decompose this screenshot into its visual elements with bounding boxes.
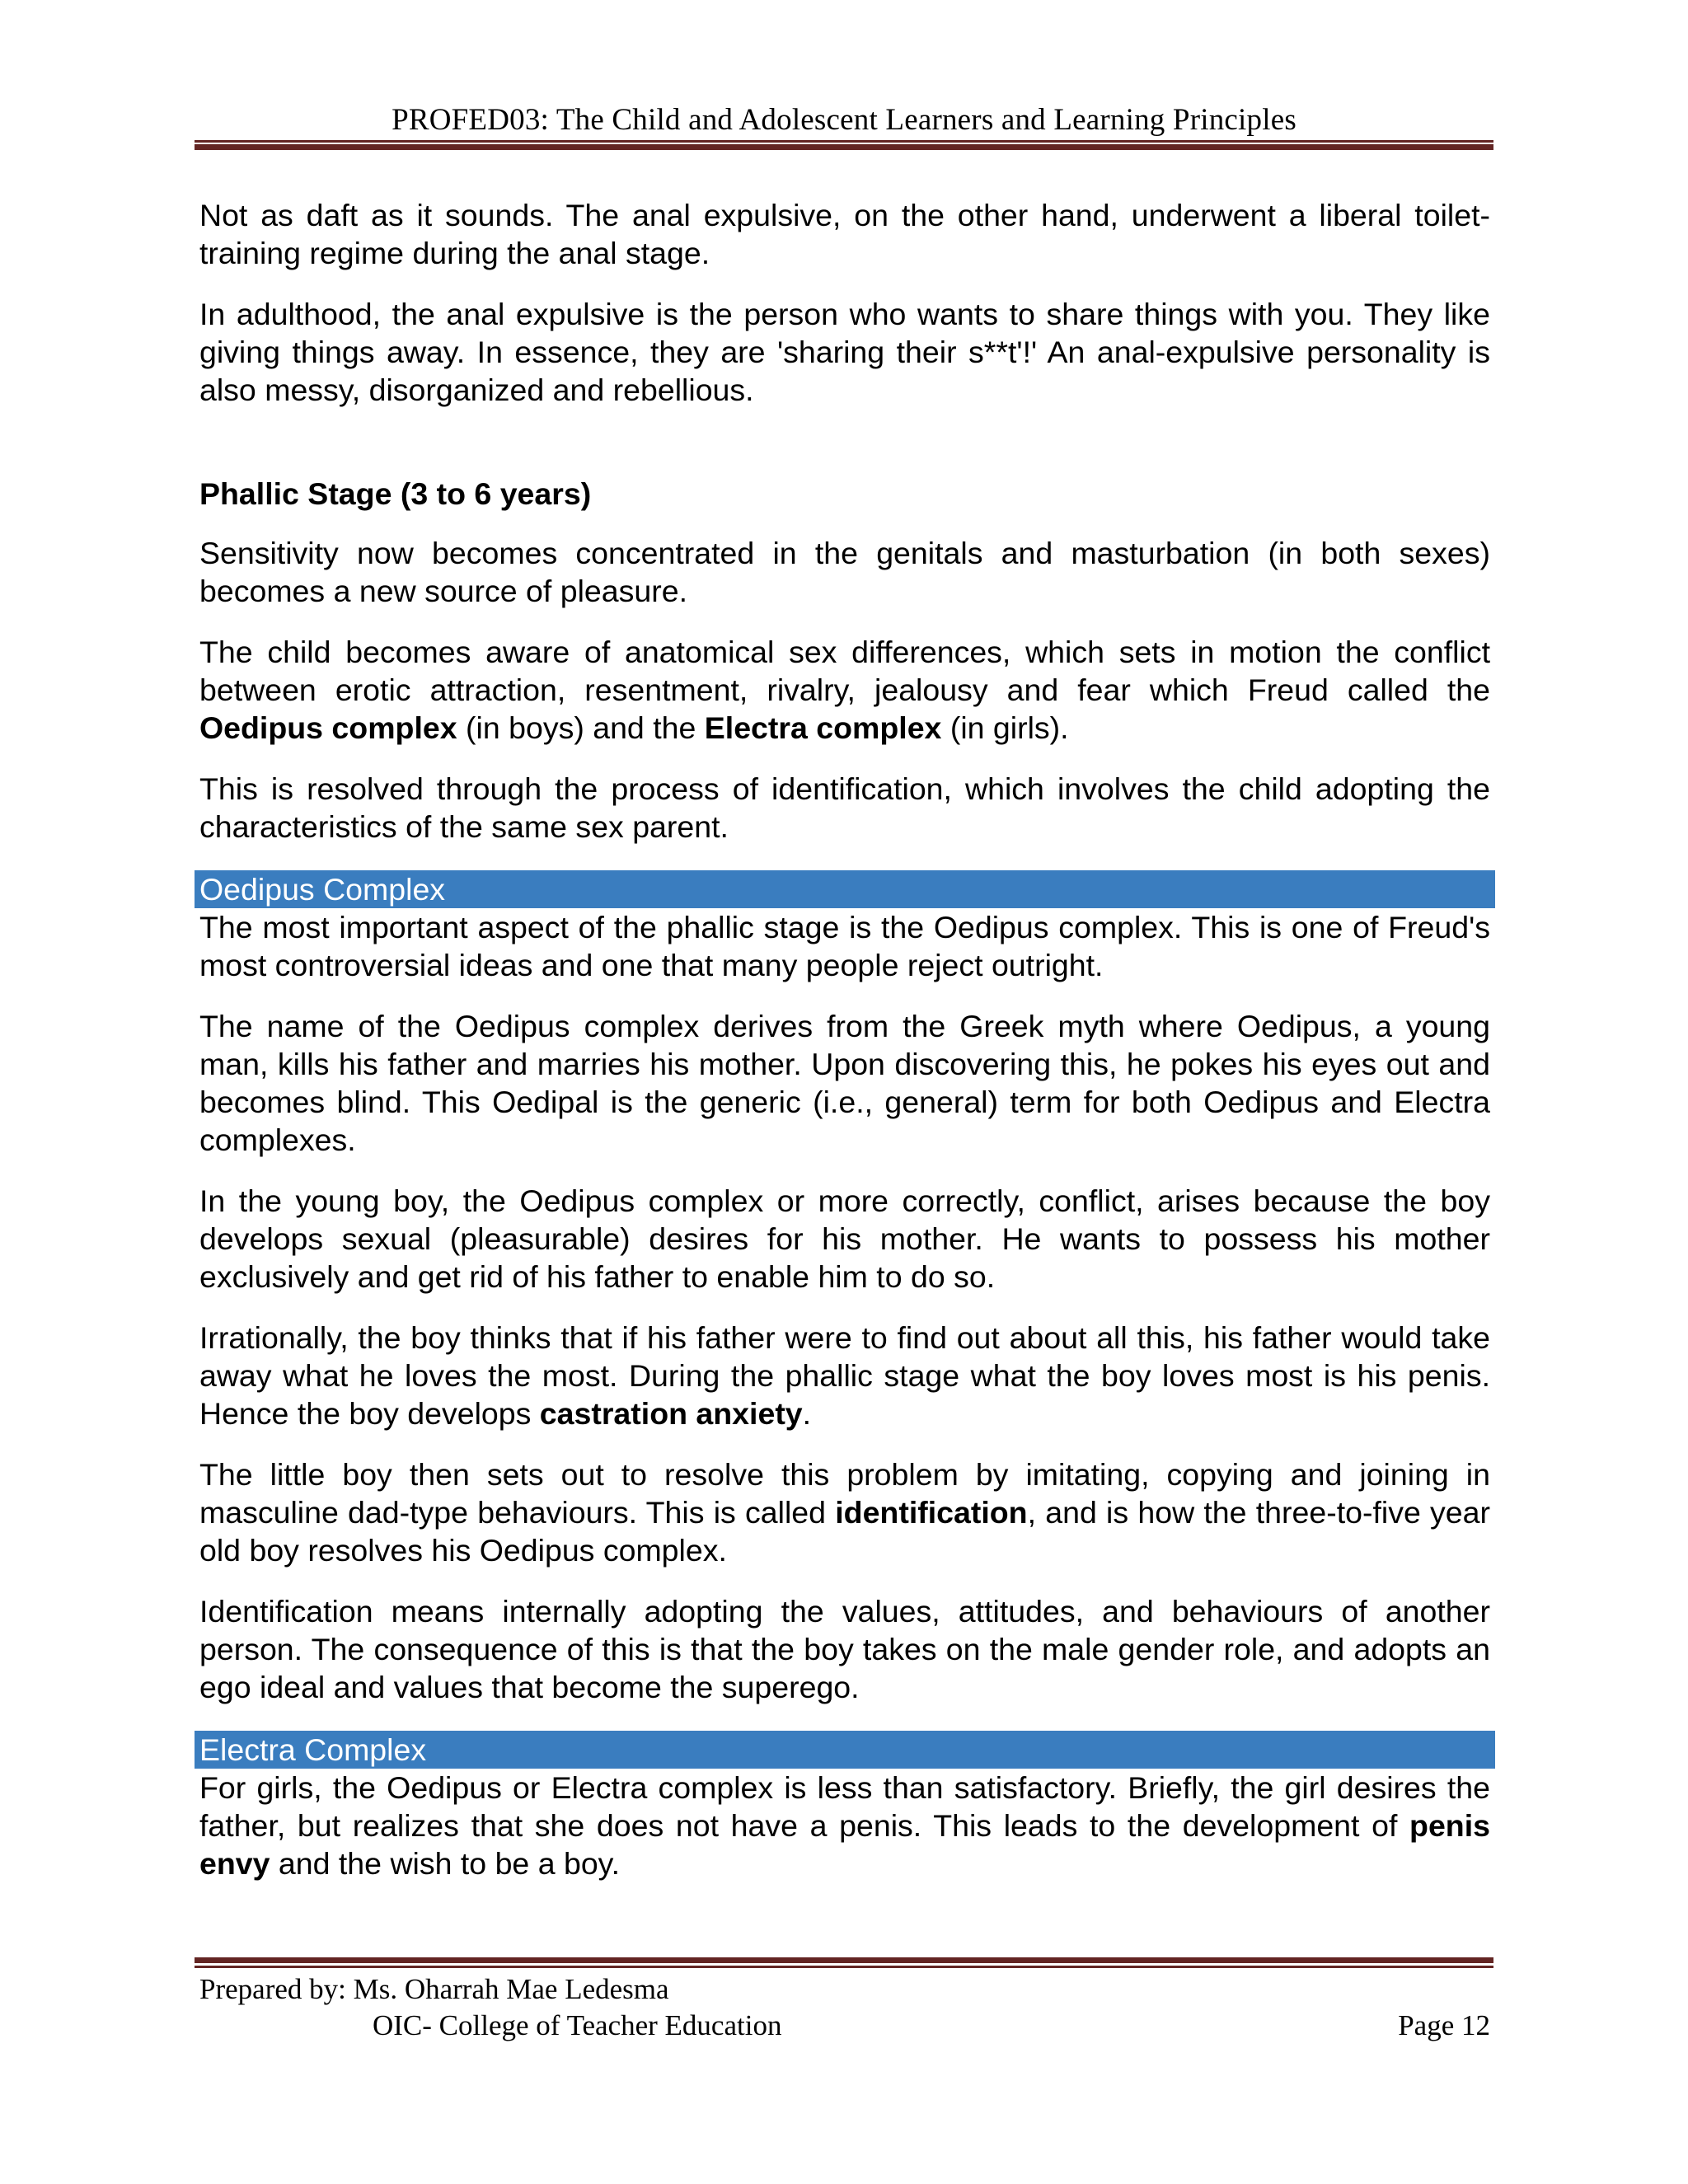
text-run: and the wish to be a boy.: [270, 1846, 621, 1881]
bold-term-oedipus-complex: Oedipus complex: [199, 710, 457, 745]
bold-term-castration-anxiety: castration anxiety: [539, 1396, 803, 1431]
paragraph: [199, 1455, 1490, 1569]
header-rule-thick: [195, 144, 1493, 150]
paragraph: The most important aspect of the phallic stage is the Oedipus complex. This is one of Freud's most controversial ideas and one that many people reject outright.: [199, 910, 1490, 982]
paragraph: Sensitivity now becomes concentrated in the genitals and masturbation (in both sexes) becomes a new source of pleasure.: [199, 536, 1490, 608]
footer-office: OIC- College of Teacher Education: [373, 2009, 782, 2041]
footer-rule-thin: [195, 1966, 1493, 1968]
paragraph: Identification means internally adopting the values, attitudes, and behaviours of another person. The consequence of this is that the boy takes on the male gender role, and adopts an ego ideal and values that become the superego.: [199, 1594, 1490, 1704]
section-bar-oedipus-complex: Oedipus Complex: [195, 870, 1495, 908]
paragraph: In adulthood, the anal expulsive is the person who wants to share things with you. They like giving things away. In essence, they are 'sharing their s**t'!' An anal-expulsive personality is also messy, disorganized and rebellious.: [199, 297, 1490, 407]
section-heading-phallic-stage: Phallic Stage (3 to 6 years): [199, 476, 592, 511]
paragraph: In the young boy, the Oedipus complex or more correctly, conflict, arises because the boy develops sexual (pleasurable) desires for his mother. He wants to possess his mother exclusively and get rid of his father to enable him to do so.: [199, 1183, 1490, 1294]
footer-text: [199, 1971, 1490, 2044]
page-body: [199, 196, 1490, 1882]
header-title: PROFED03: The Child and Adolescent Learners and Learning Principles: [392, 103, 1296, 137]
bold-term-identification: identification: [835, 1495, 1028, 1530]
paragraph: [199, 633, 1490, 747]
page-number: Page 12: [1398, 2009, 1490, 2041]
text-run: The little boy then sets out to resolve this problem by imitating, copying and joining in masculine dad-type behaviours. This is called: [199, 1457, 1490, 1530]
text-run: The child becomes aware of anatomical sex differences, which sets in motion the conflict between erotic attraction, resentment, rivalry, jealousy and fear which Freud called the: [199, 635, 1490, 707]
footer-prepared-by: Prepared by: Ms. Oharrah Mae Ledesma: [199, 1973, 669, 2005]
footer-rule-thick: [195, 1957, 1493, 1963]
paragraph: [199, 1319, 1490, 1432]
paragraph: Not as daft as it sounds. The anal expulsive, on the other hand, underwent a liberal toilet-training regime during the anal stage.: [199, 198, 1490, 270]
text-run: (in boys) and the: [457, 710, 705, 745]
section-bar-electra-complex: Electra Complex: [195, 1731, 1495, 1769]
paragraph: [199, 1769, 1490, 1882]
footer-line-2: [199, 2008, 1490, 2044]
bold-term-penis-envy: penis envy: [199, 1808, 1490, 1881]
text-run: (in girls).: [941, 710, 1069, 745]
text-run: , and is how the three-to-five year old boy resolves his Oedipus complex.: [199, 1495, 1490, 1568]
text-run: Irrationally, the boy thinks that if his father were to find out about all this, his father would take away what he loves the most. During the phallic stage what the boy loves most is his penis. Hence the boy develops: [199, 1320, 1490, 1431]
text-run: .: [802, 1396, 812, 1431]
header-rule-thin: [195, 140, 1493, 143]
text-run: For girls, the Oedipus or Electra complex is less than satisfactory. Briefly, the girl desires the father, but realizes that she does not have a penis. This leads to the development of: [199, 1770, 1490, 1843]
paragraph: The name of the Oedipus complex derives from the Greek myth where Oedipus, a young man, kills his father and marries his mother. Upon discovering this, he pokes his eyes out and becomes blind. This Oedipal is the generic (i.e., general) term for both Oedipus and Electra complexes.: [199, 1009, 1490, 1157]
bold-term-electra-complex: Electra complex: [704, 710, 942, 745]
paragraph: This is resolved through the process of identification, which involves the child adopting the characteristics of the same sex parent.: [199, 771, 1490, 844]
